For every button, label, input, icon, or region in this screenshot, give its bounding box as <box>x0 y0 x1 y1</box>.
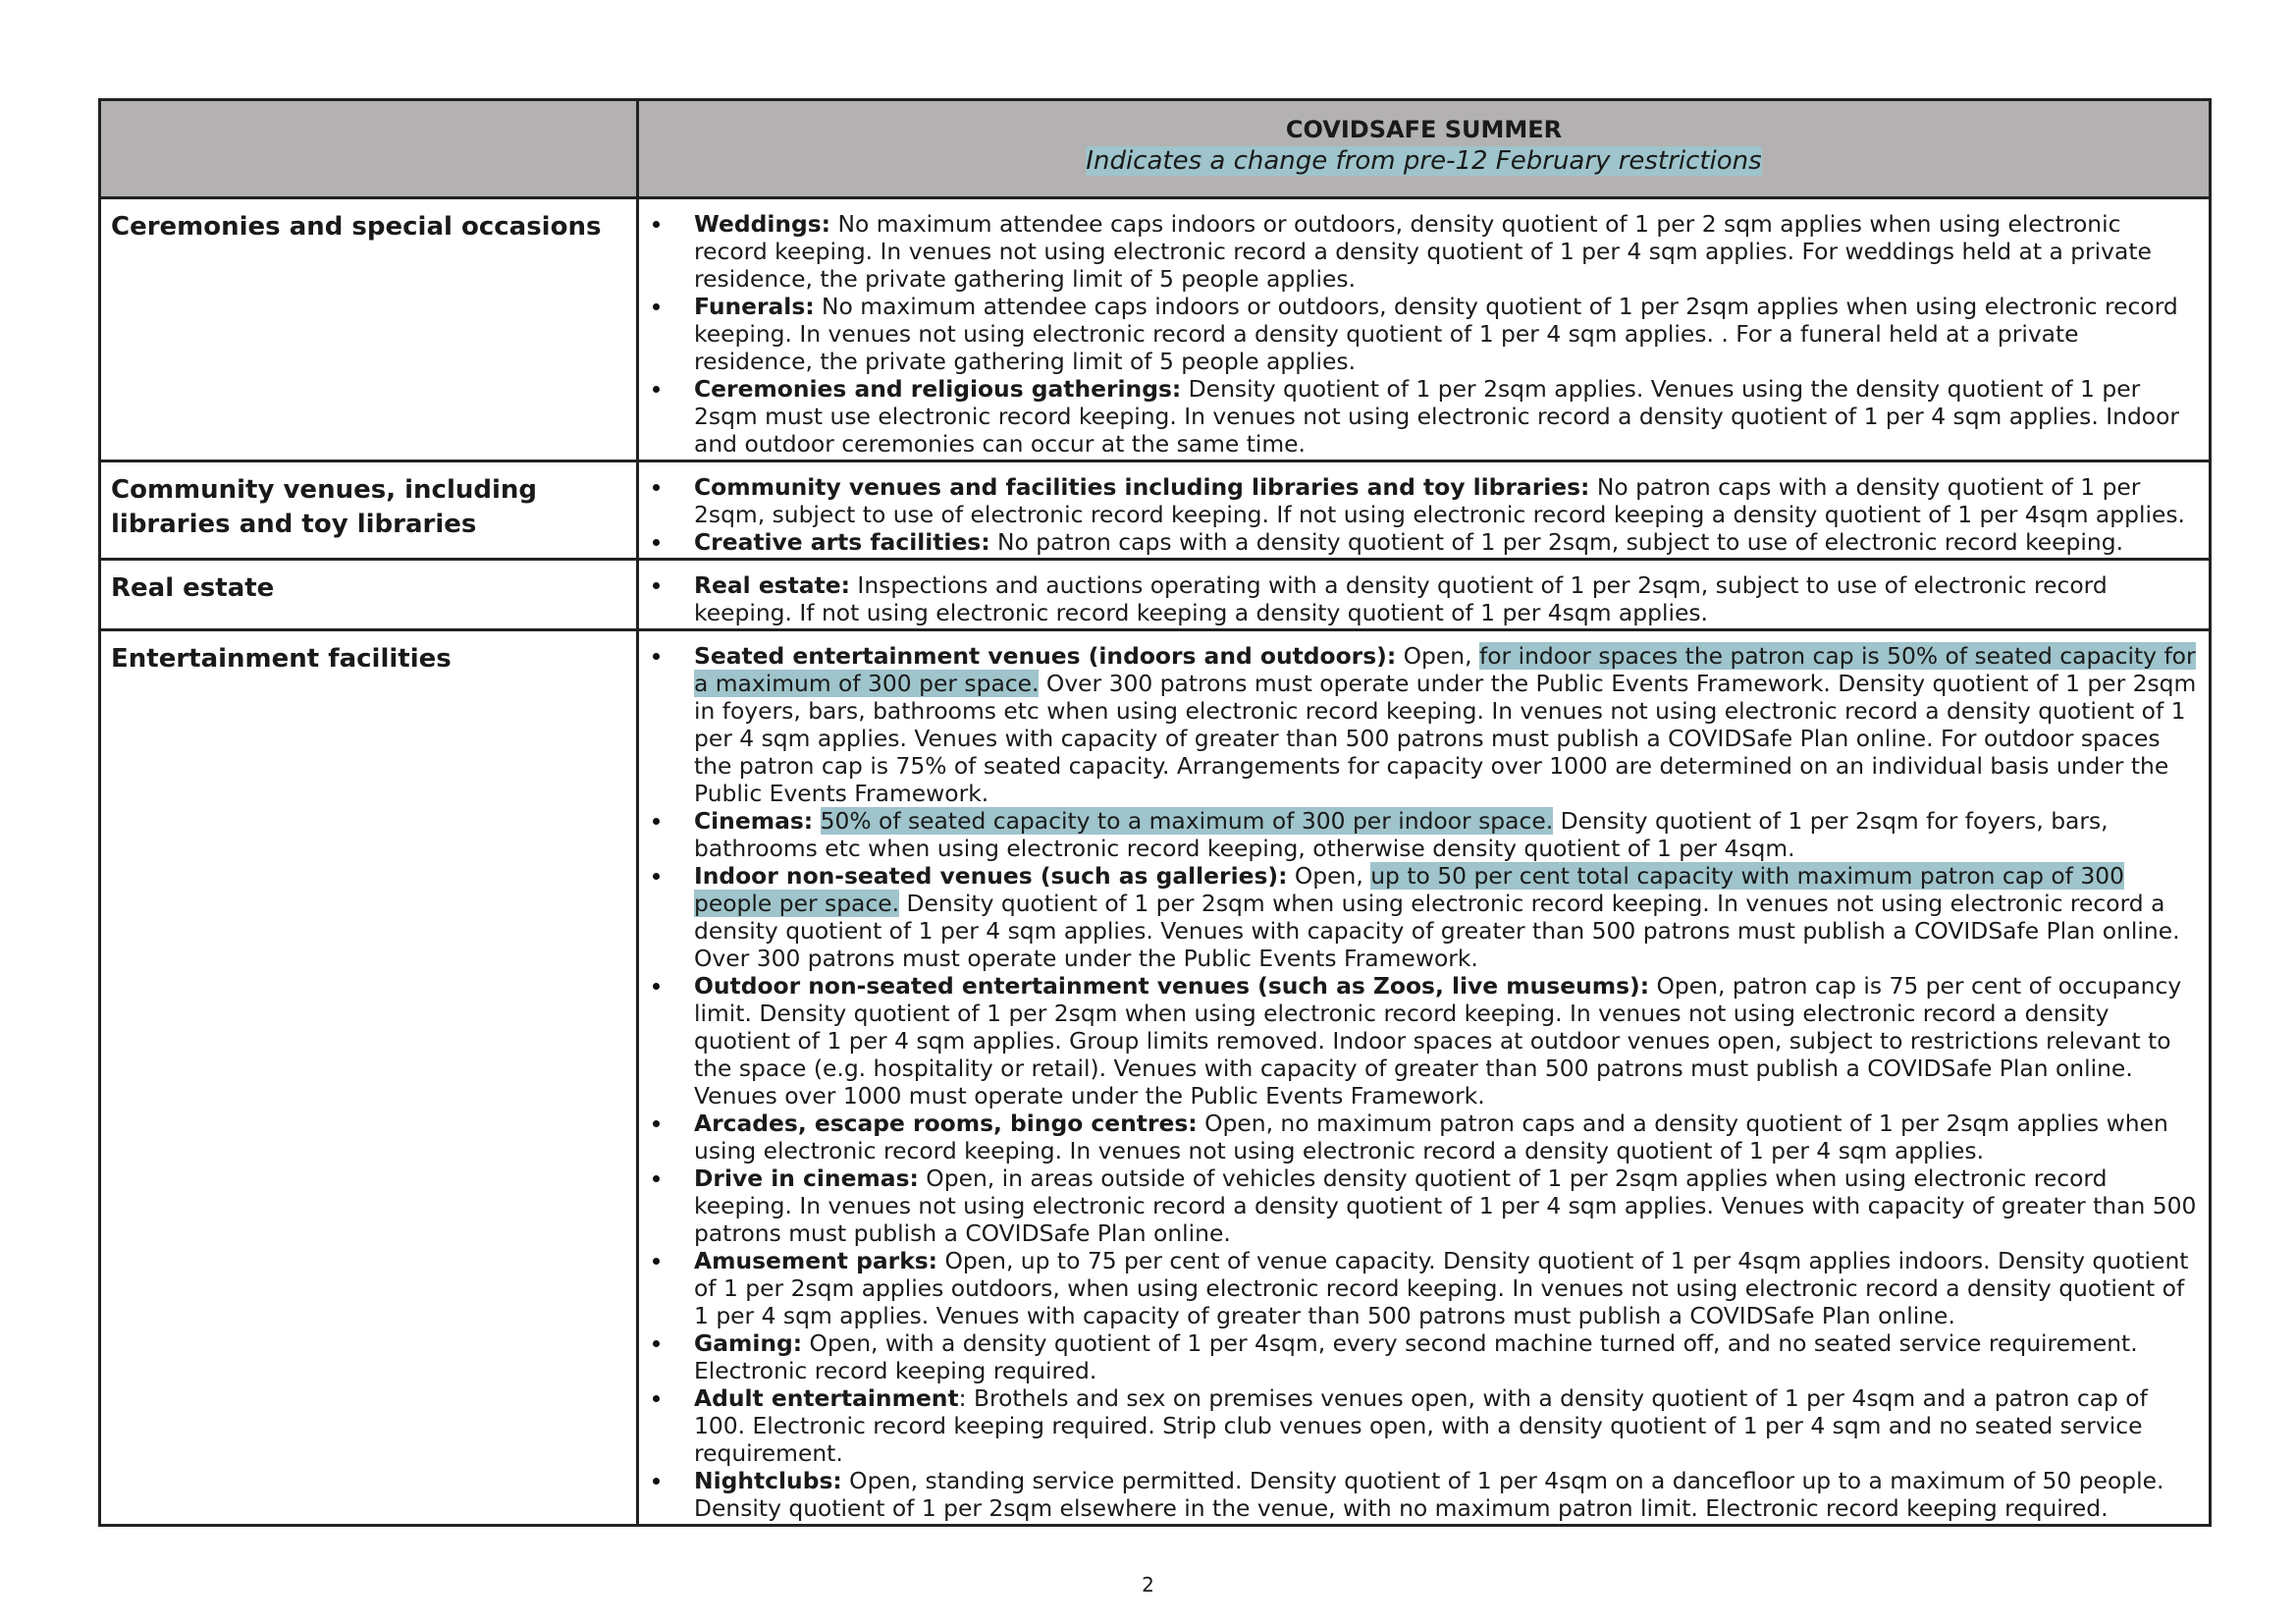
item-text: No patron caps with a density quotient of 1 per 2sqm, subject to use of electronic record keeping. <box>989 528 2124 556</box>
list-item <box>694 293 2199 375</box>
item-text: Open, with a density quotient of 1 per 4sqm, every second machine turned off, and no seated service requirement. Electronic record keeping required. <box>694 1329 2138 1384</box>
item-label: Adult entertainment <box>694 1384 959 1412</box>
item-text: No maximum attendee caps indoors or outdoors, density quotient of 1 per 2sqm applies when using electronic record keeping. In venues not using electronic record a density quotient of 1 per 4 sqm applies. . For a funeral held at a private residence, the private gathering limit of 5 people applies. <box>694 293 2178 375</box>
table-subtitle-highlight: Indicates a change from pre-12 February restrictions <box>1086 146 1762 176</box>
category-cell: Ceremonies and special occasions <box>100 198 638 461</box>
item-text: Density quotient of 1 per 2sqm applies. Venues using the density quotient of 1 per 2sqm must use electronic record keeping. In venues not using electronic record a density quotient of 1 per 4 sqm applies. Indoor and outdoor ceremonies can occur at the same time. <box>694 375 2180 458</box>
item-text: No patron caps with a density quotient of 1 per 2sqm, subject to use of electronic record keeping. If not using electronic record keeping a density quotient of 1 per 4sqm applies. <box>694 473 2185 528</box>
restriction-list <box>639 642 2199 1522</box>
item-text: Over 300 patrons must operate under the Public Events Framework. Density quotient of 1 per 2sqm in foyers, bars, bathrooms etc when using electronic record keeping. In venues not using electronic record a density quotient of 1 per 4 sqm applies. Venues with capacity of greater than 500 patrons must publish a COVIDSafe Plan online. For outdoor spaces the patron cap is 75% of seated capacity. Arrangements for capacity over 1000 are determined on an individual basis under the Public Events Framework. <box>694 670 2197 807</box>
item-text-lead: Open, <box>1287 862 1371 890</box>
item-label: Real estate: <box>694 571 850 599</box>
list-item <box>694 862 2199 972</box>
list-item <box>694 210 2199 293</box>
changed-text-highlight: 50% of seated capacity to a maximum of 300 per indoor space. <box>820 807 1554 835</box>
restriction-list <box>639 571 2199 626</box>
table-row <box>100 461 2211 560</box>
restrictions-cell <box>638 560 2211 630</box>
item-label: Indoor non-seated venues (such as galleries): <box>694 862 1288 890</box>
item-label: Ceremonies and religious gatherings: <box>694 375 1182 403</box>
restrictions-table <box>98 98 2212 1527</box>
category-cell: Entertainment facilities <box>100 630 638 1526</box>
item-text: Inspections and auctions operating with a density quotient of 1 per 2sqm, subject to use of electronic record keeping. If not using electronic record keeping a density quotient of 1 per 4sqm applies. <box>694 571 2108 626</box>
table-title: COVIDSAFE SUMMER <box>1285 116 1563 143</box>
list-item <box>694 1247 2199 1329</box>
item-label: Funerals: <box>694 293 815 320</box>
item-text: Open, patron cap is 75 per cent of occupancy limit. Density quotient of 1 per 2sqm when using electronic record keeping. In venues not using electronic record a density quotient of 1 per 4 sqm applies. Group limits removed. Indoor spaces at outdoor venues open, subject to restrictions relevant to the space (e.g. hospitality or retail). Venues with capacity of greater than 500 patrons must publish a COVIDSafe Plan online. Venues over 1000 must operate under the Public Events Framework. <box>694 972 2182 1110</box>
list-item <box>694 1467 2199 1522</box>
category-cell: Real estate <box>100 560 638 630</box>
item-label: Seated entertainment venues (indoors and outdoors): <box>694 642 1397 670</box>
page-number: 2 <box>1142 1573 1154 1597</box>
list-item <box>694 1384 2199 1467</box>
list-item <box>694 972 2199 1110</box>
restriction-list <box>639 210 2199 458</box>
item-label: Community venues and facilities including libraries and toy libraries: <box>694 473 1590 501</box>
item-text: Open, in areas outside of vehicles density quotient of 1 per 2sqm applies when using electronic record keeping. In venues not using electronic record a density quotient of 1 per 4 sqm applies. Venues with capacity of greater than 500 patrons must publish a COVIDSafe Plan online. <box>694 1164 2197 1247</box>
restrictions-cell <box>638 630 2211 1526</box>
item-label: Outdoor non-seated entertainment venues (such as Zoos, live museums): <box>694 972 1650 1000</box>
item-text: Open, up to 75 per cent of venue capacity. Density quotient of 1 per 4sqm applies indoors. Density quotient of 1 per 2sqm applies outdoors, when using electronic record keeping. In venues not using electronic record a density quotient of 1 per 4 sqm applies. Venues with capacity of greater than 500 patrons must publish a COVIDSafe Plan online. <box>694 1247 2189 1329</box>
list-item <box>694 1329 2199 1384</box>
list-item <box>694 1164 2199 1247</box>
header-blank-cell <box>100 100 638 198</box>
item-label: Nightclubs: <box>694 1467 842 1494</box>
restrictions-cell <box>638 198 2211 461</box>
item-text: Open, standing service permitted. Density quotient of 1 per 4sqm on a dancefloor up to a maximum of 50 people. Density quotient of 1 per 2sqm elsewhere in the venue, with no maximum patron limit. Electronic record keeping required. <box>694 1467 2164 1522</box>
item-label: Amusement parks: <box>694 1247 938 1274</box>
list-item <box>694 375 2199 458</box>
item-label: Weddings: <box>694 210 831 238</box>
item-label: Drive in cinemas: <box>694 1164 919 1192</box>
table-row <box>100 560 2211 630</box>
item-text: Open, no maximum patron caps and a density quotient of 1 per 2sqm applies when using electronic record keeping. In venues not using electronic record a density quotient of 1 per 4 sqm applies. <box>694 1110 2168 1164</box>
table-header-row <box>100 100 2211 198</box>
item-label: Gaming: <box>694 1329 803 1357</box>
item-text: Density quotient of 1 per 2sqm when using electronic record keeping. In venues not using electronic record a density quotient of 1 per 4 sqm applies. Venues with capacity of greater than 500 patrons must publish a COVIDSafe Plan online. Over 300 patrons must operate under the Public Events Framework. <box>694 890 2180 972</box>
changed-text-highlight: for indoor spaces the patron cap is 50% of seated capacity for a maximum of 300 per space. <box>694 642 2196 697</box>
list-item <box>694 571 2199 626</box>
item-text: Density quotient of 1 per 2sqm for foyers, bars, bathrooms etc when using electronic record keeping, otherwise density quotient of 1 per 4sqm. <box>694 807 2109 862</box>
list-item <box>694 1110 2199 1164</box>
item-label: Cinemas: <box>694 807 814 835</box>
list-item <box>694 473 2199 528</box>
item-label: Creative arts facilities: <box>694 528 990 556</box>
item-label: Arcades, escape rooms, bingo centres: <box>694 1110 1198 1137</box>
changed-text-highlight: up to 50 per cent total capacity with maximum patron cap of 300 people per space. <box>694 862 2124 917</box>
table-row <box>100 198 2211 461</box>
item-text-lead <box>813 807 820 835</box>
header-cell <box>638 100 2211 198</box>
list-item <box>694 807 2199 862</box>
list-item <box>694 642 2199 807</box>
restriction-list <box>639 473 2199 556</box>
item-text-lead: Open, <box>1396 642 1479 670</box>
list-item <box>694 528 2199 556</box>
category-cell: Community venues, including libraries and toy libraries <box>100 461 638 560</box>
item-text: : Brothels and sex on premises venues open, with a density quotient of 1 per 4sqm and a patron cap of 100. Electronic record keeping required. Strip club venues open, with a density quotient of 1 per 4 sqm and no seated service requirement. <box>694 1384 2148 1467</box>
restrictions-cell <box>638 461 2211 560</box>
table-row <box>100 630 2211 1526</box>
item-text: No maximum attendee caps indoors or outdoors, density quotient of 1 per 2 sqm applies when using electronic record keeping. In venues not using electronic record a density quotient of 1 per 4 sqm applies. For weddings held at a private residence, the private gathering limit of 5 people applies. <box>694 210 2152 293</box>
